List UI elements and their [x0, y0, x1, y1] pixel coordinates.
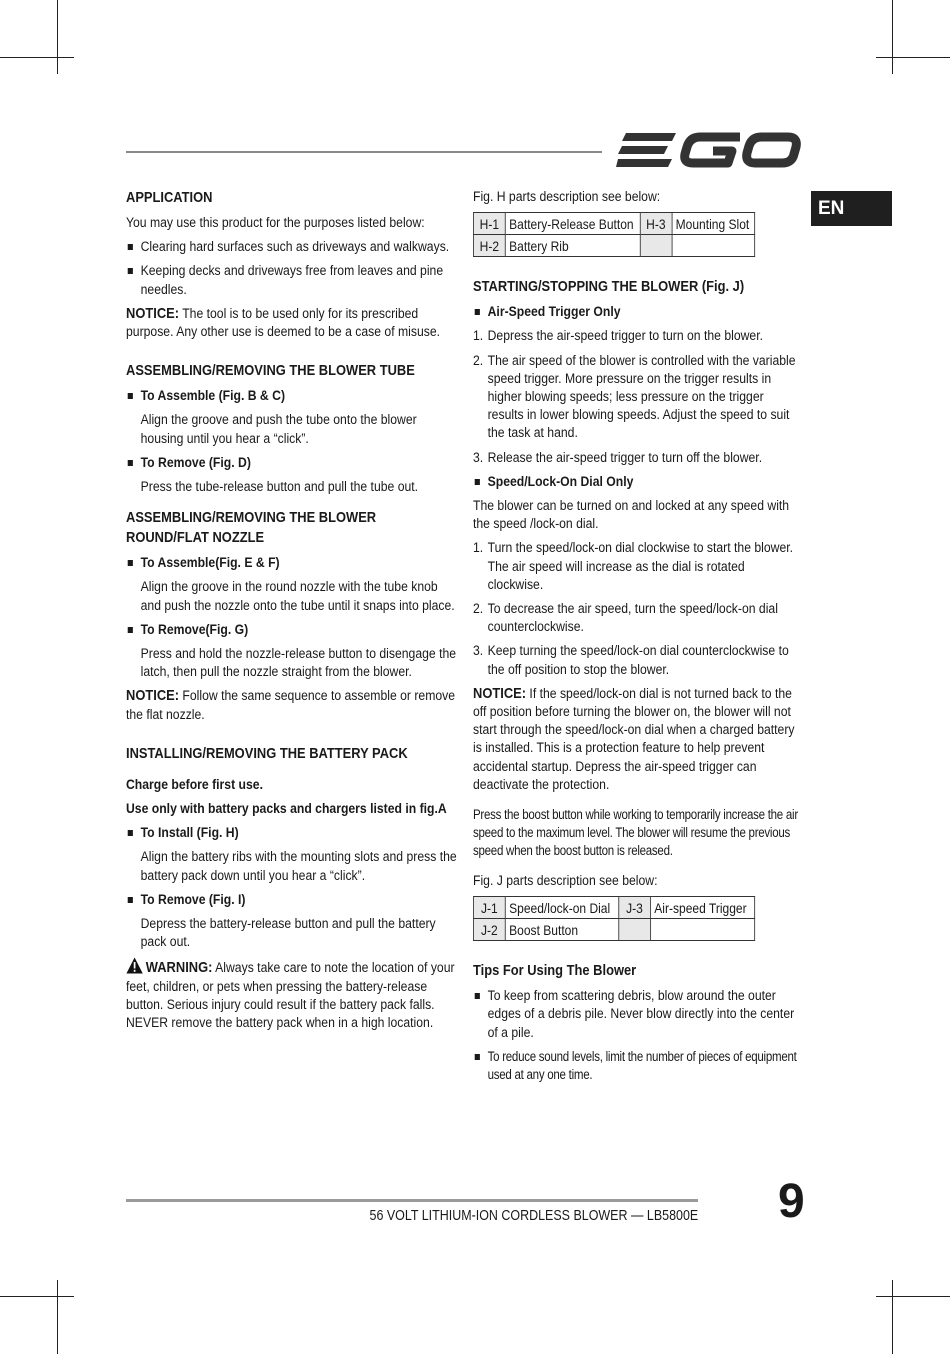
nozzle-notice — [126, 687, 457, 723]
warning-text: Always take care to note the location of your feet, children, or pets when pressing the battery-release button. Serious injury could result if the battery pack falls. NEVER remove the battery pack when in a high location. — [126, 960, 455, 1032]
list-item — [473, 600, 802, 636]
notice-label: NOTICE: — [126, 304, 180, 322]
fig-j-parts-table — [473, 896, 755, 941]
notice-text: Follow the same sequence to assemble or remove the flat nozzle. — [126, 688, 456, 723]
table-cell: Battery Rib — [505, 235, 640, 257]
tube-heading: ASSEMBLING/REMOVING THE BLOWER TUBE — [126, 362, 415, 380]
nozzle-heading: ASSEMBLING/REMOVING THE BLOWER ROUND/FLAT NOZZLE — [126, 509, 377, 547]
dial-notice — [473, 685, 802, 794]
table-cell — [619, 919, 651, 941]
trigger-label: Air-Speed Trigger Only — [473, 303, 802, 321]
left-column — [126, 188, 458, 1038]
page-number: 9 — [778, 1175, 805, 1228]
table-cell — [640, 235, 672, 257]
battery-install-text: Align the battery ribs with the mounting slots and press the battery pack down until you hear a “click”. — [140, 849, 457, 884]
tube-assemble-label: To Assemble (Fig. B & C) — [126, 387, 457, 405]
table-cell: J-2 — [473, 919, 505, 941]
header-rule — [126, 151, 602, 153]
step-number: 2. — [473, 352, 484, 369]
use-note: Use only with battery packs and chargers listed in fig.A — [126, 801, 447, 818]
tube-assemble-text: Align the groove and push the tube onto the blower housing until you hear a “click”. — [140, 412, 417, 447]
list-item: Clearing hard surfaces such as driveways and walkways. — [126, 238, 457, 256]
list-item: Keeping decks and driveways free from leaves and pine needles. — [126, 262, 457, 298]
tube-remove-label: To Remove (Fig. D) — [126, 454, 457, 472]
step-number: 1. — [473, 540, 484, 557]
table-row — [473, 919, 754, 941]
fig-h-parts-table — [473, 212, 755, 257]
starting-heading: STARTING/STOPPING THE BLOWER (Fig. J) — [473, 278, 745, 296]
list-item — [473, 449, 802, 467]
table-cell — [672, 235, 755, 257]
ego-logo — [616, 126, 802, 174]
table-cell: Speed/lock-on Dial — [505, 897, 618, 919]
nozzle-remove-label: To Remove(Fig. G) — [126, 621, 457, 639]
step-text: To decrease the air speed, turn the speed/lock-on dial counterclockwise. — [487, 601, 778, 636]
list-item — [473, 327, 802, 345]
notice-label: NOTICE: — [473, 684, 527, 702]
step-number: 3. — [473, 449, 484, 466]
footer-rule — [126, 1199, 698, 1202]
table-cell: Air-speed Trigger — [650, 897, 754, 919]
table-cell: H-2 — [473, 235, 505, 257]
step-number: 2. — [473, 601, 484, 618]
boost-text: Press the boost button while working to temporarily increase the air speed to the maximum level. The blower will resume the previous speed when the boost button is released. — [473, 807, 798, 859]
fig-h-caption: Fig. H parts description see below: — [473, 189, 661, 205]
footer-product-text: 56 VOLT LITHIUM-ION CORDLESS BLOWER — LB5800E — [369, 1208, 698, 1224]
charge-note: Charge before first use. — [126, 776, 263, 793]
step-text: Turn the speed/lock-on dial clockwise to start the blower. The air speed will increase as the dial is rotated clockwise. — [487, 540, 794, 593]
table-row — [473, 213, 754, 235]
nozzle-remove-text: Press and hold the nozzle-release button to disengage the latch, then pull the nozzle straight from the blower. — [140, 646, 457, 681]
application-heading: APPLICATION — [126, 189, 213, 206]
list-item — [473, 642, 802, 678]
battery-remove-label: To Remove (Fig. I) — [126, 891, 457, 909]
table-row — [473, 235, 754, 257]
application-intro: You may use this product for the purposes listed below: — [126, 215, 425, 231]
step-text: Depress the air-speed trigger to turn on the blower. — [487, 328, 763, 345]
step-number: 1. — [473, 328, 484, 345]
language-tab: EN — [811, 191, 892, 226]
nozzle-assemble-text: Align the groove in the round nozzle with the tube knob and push the nozzle onto the tube until it snaps into place. — [140, 579, 455, 614]
warning-label: WARNING: — [145, 959, 213, 977]
tube-remove-text: Press the tube-release button and pull the tube out. — [140, 479, 419, 496]
battery-heading: INSTALLING/REMOVING THE BATTERY PACK — [126, 744, 408, 762]
step-number: 3. — [473, 643, 484, 660]
table-cell: Boost Button — [505, 919, 618, 941]
table-row — [473, 897, 754, 919]
step-text: Keep turning the speed/lock-on dial counterclockwise to the off position to stop the blower. — [487, 643, 789, 678]
battery-install-label: To Install (Fig. H) — [126, 824, 457, 842]
nozzle-assemble-label: To Assemble(Fig. E & F) — [126, 554, 457, 572]
right-column — [473, 188, 803, 1090]
table-cell: Mounting Slot — [672, 213, 755, 235]
notice-text: If the speed/lock-on dial is not turned back to the off position before turning the blower on, the blower will not start through the speed/lock-on dial when a charged battery is installed. This is a protection feature to help prevent accidental startup. Depress the air-speed trigger can deactivate the protection. — [473, 685, 795, 793]
list-item: To reduce sound levels, limit the number of pieces of equipment used at any one time. — [473, 1048, 802, 1084]
battery-remove-text: Depress the battery-release button and pull the battery pack out. — [140, 916, 436, 951]
tips-heading: Tips For Using The Blower — [473, 962, 637, 980]
list-item — [473, 352, 802, 443]
notice-label: NOTICE: — [126, 687, 180, 705]
battery-warning — [126, 957, 457, 1032]
dial-intro: The blower can be turned on and locked at any speed with the speed /lock-on dial. — [473, 498, 790, 533]
step-text: The air speed of the blower is controlled with the variable speed trigger. More pressure on the trigger results in higher blowing speeds; less pressure on the trigger results in lower blowing speeds. Adjust the speed to suit the task at hand. — [487, 352, 796, 442]
notice-text: The tool is to be used only for its prescribed purpose. Any other use is deemed to be a case of misuse. — [126, 305, 441, 341]
warning-icon — [126, 957, 143, 974]
table-cell — [650, 919, 754, 941]
table-cell: Battery-Release Button — [505, 213, 640, 235]
application-notice — [126, 305, 457, 341]
step-text: Release the air-speed trigger to turn off the blower. — [487, 449, 763, 466]
fig-j-caption: Fig. J parts description see below: — [473, 873, 658, 890]
footer-product-title — [300, 1208, 698, 1224]
dial-label: Speed/Lock-On Dial Only — [473, 473, 802, 491]
table-cell: H-3 — [640, 213, 672, 235]
table-cell: J-3 — [619, 897, 651, 919]
list-item: To keep from scattering debris, blow around the outer edges of a debris pile. Never blow directly into the center of a pile. — [473, 987, 802, 1042]
list-item — [473, 539, 802, 594]
table-cell: J-1 — [473, 897, 505, 919]
table-cell: H-1 — [473, 213, 505, 235]
